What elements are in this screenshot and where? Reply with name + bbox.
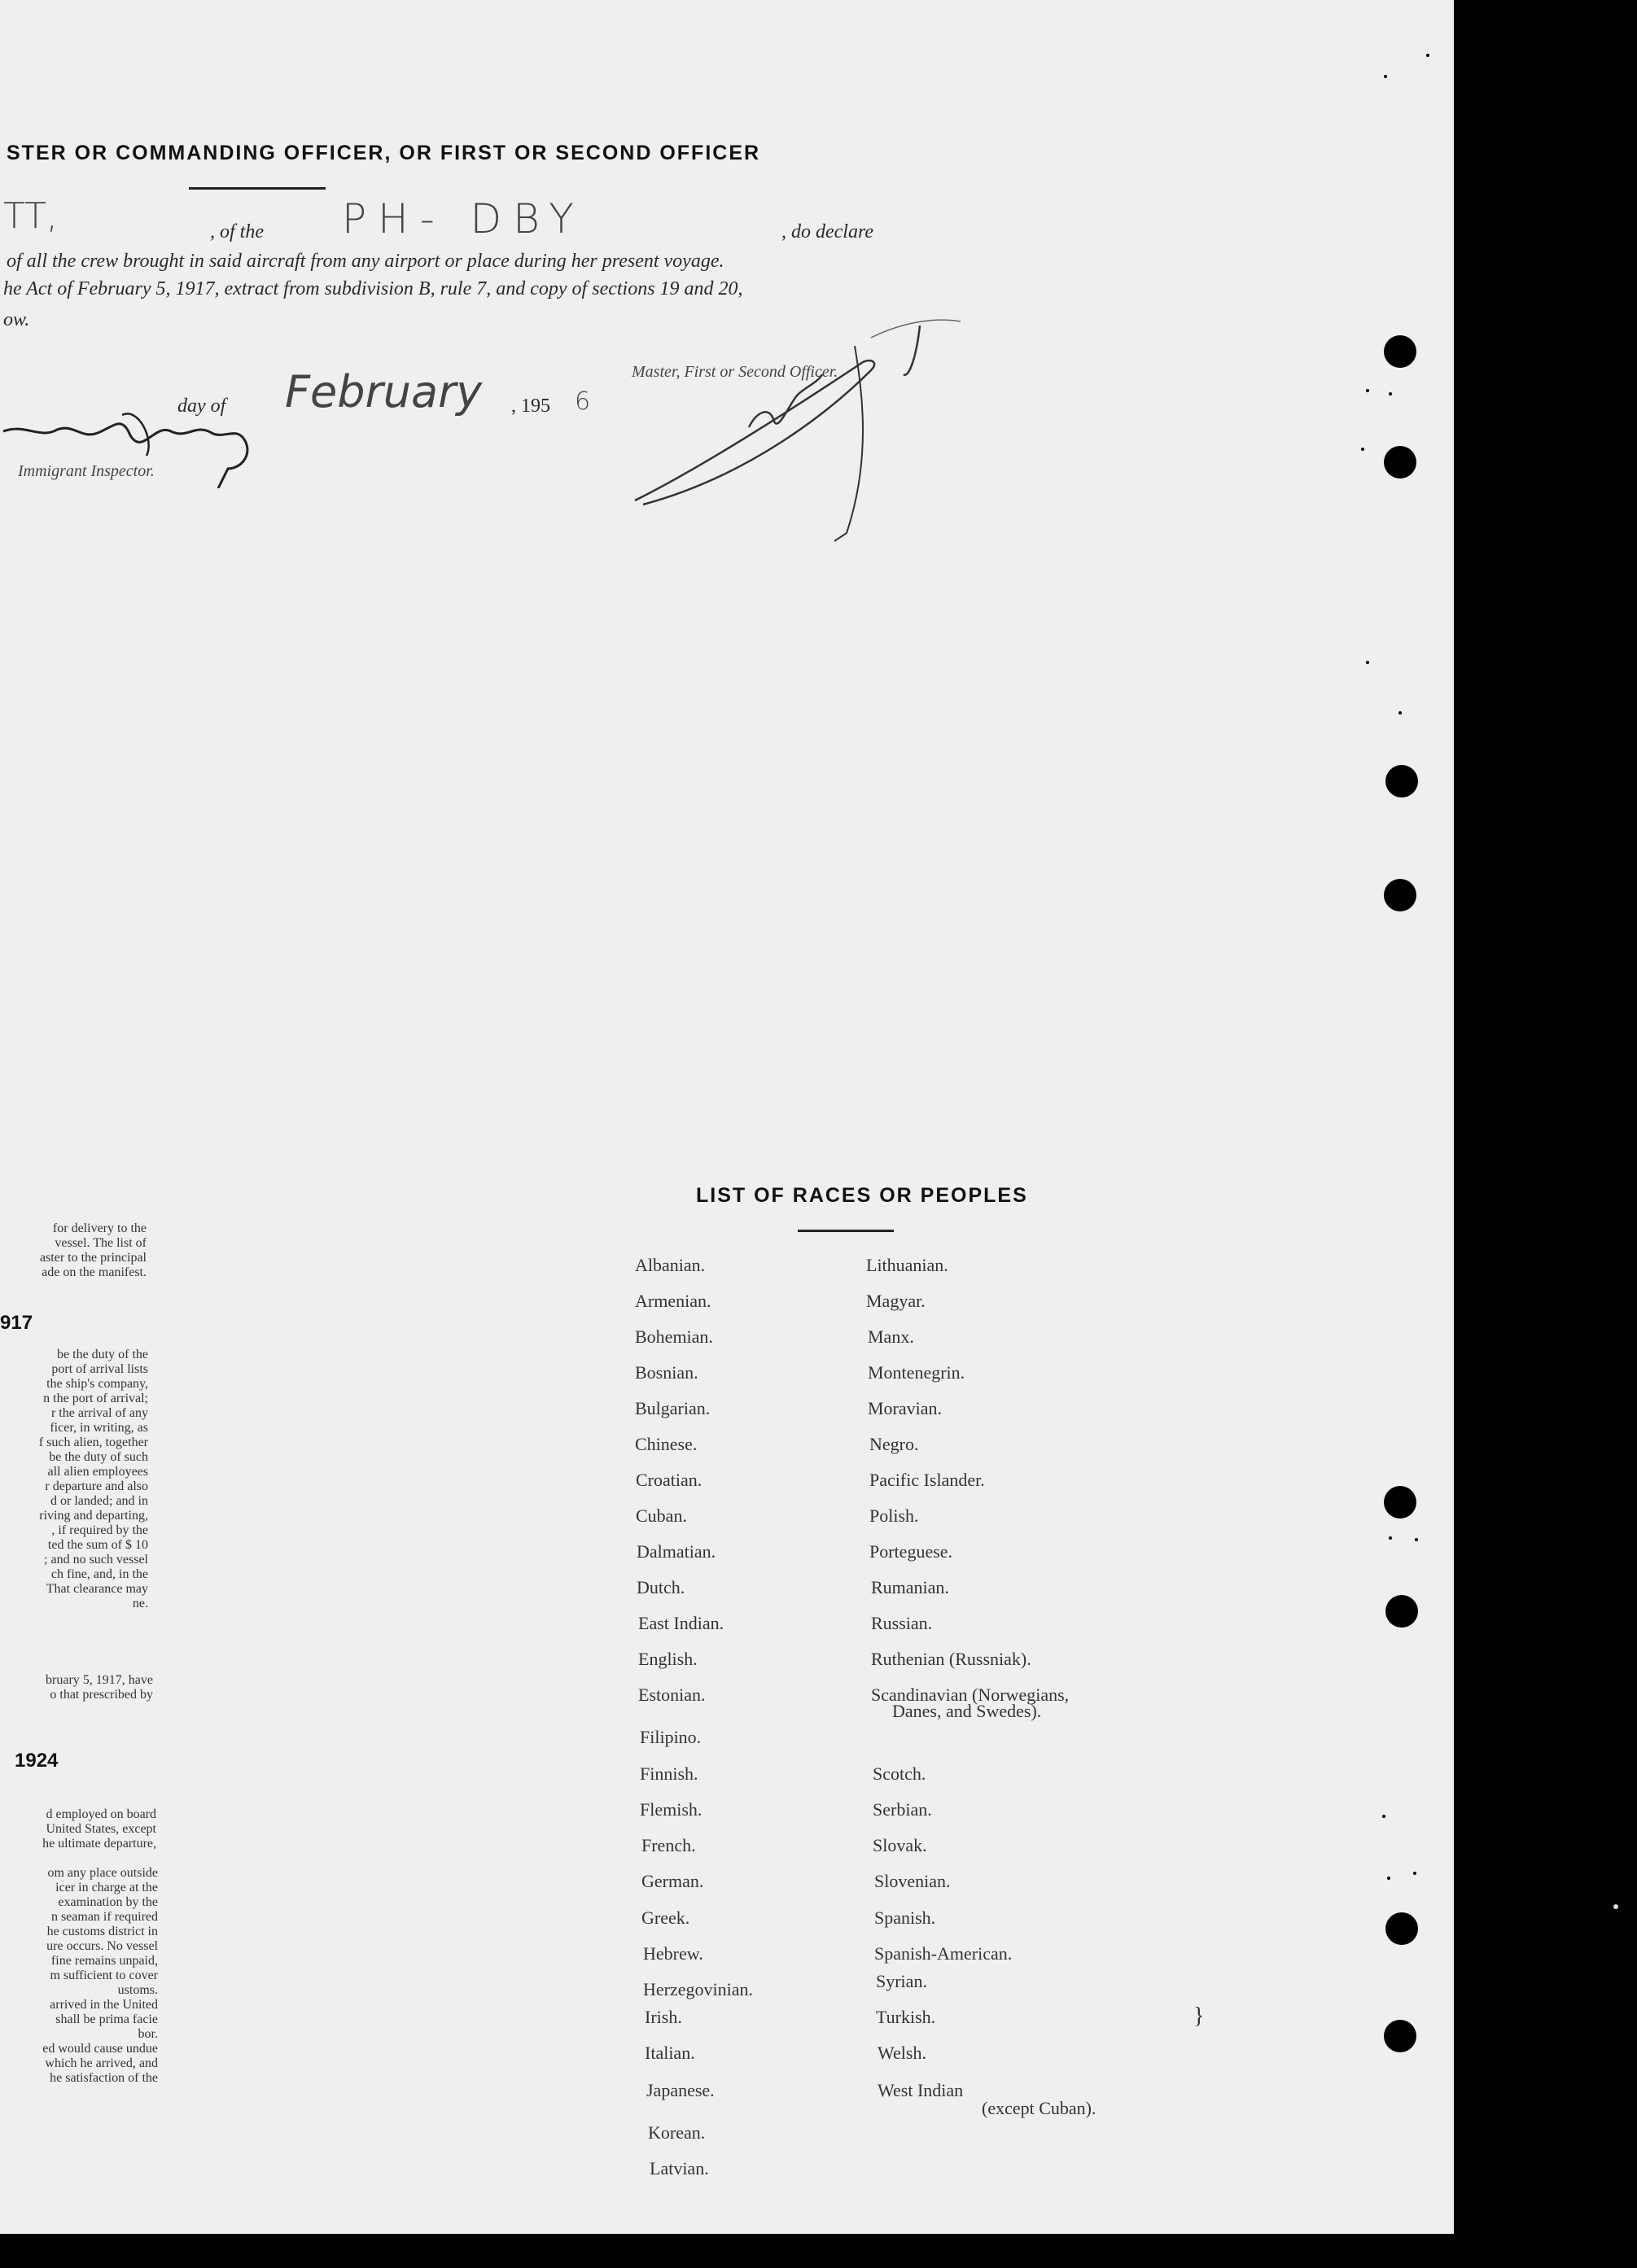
fragment-line: ted the sum of $ 10 bbox=[47, 1538, 148, 1552]
race-item: Moravian. bbox=[868, 1398, 943, 1418]
race-item: East Indian. bbox=[638, 1613, 724, 1633]
fragment-line: icer in charge at the bbox=[55, 1881, 158, 1894]
race-item: Magyar. bbox=[866, 1291, 926, 1311]
scan-speck bbox=[1387, 1877, 1390, 1880]
fragment-line: ne. bbox=[132, 1597, 148, 1610]
day-of-text: day of bbox=[177, 395, 226, 417]
race-item: Slovak. bbox=[873, 1835, 927, 1855]
race-item: German. bbox=[641, 1871, 704, 1891]
fragment-line: ch fine, and, in the bbox=[50, 1567, 148, 1581]
fragment-line: n seaman if required bbox=[50, 1910, 158, 1924]
race-item: Latvian. bbox=[650, 2158, 709, 2178]
race-item: Filipino. bbox=[640, 1727, 702, 1747]
race-item: Cuban. bbox=[636, 1505, 687, 1526]
fragment-line: f such alien, together bbox=[38, 1436, 148, 1449]
inspector-label: Immigrant Inspector. bbox=[18, 462, 155, 480]
scan-speck bbox=[1389, 392, 1392, 395]
fragment-line: d employed on board bbox=[46, 1807, 156, 1821]
statute-fragment-1 bbox=[0, 1221, 147, 1280]
act-1917-heading: 917 bbox=[0, 1312, 33, 1334]
punch-hole bbox=[1384, 335, 1416, 368]
race-item: Montenegrin. bbox=[868, 1362, 965, 1383]
race-item: Negro. bbox=[869, 1434, 919, 1454]
punch-hole bbox=[1384, 2020, 1416, 2052]
scan-speck bbox=[1366, 389, 1369, 392]
punch-hole bbox=[1385, 765, 1418, 798]
fragment-line: ade on the manifest. bbox=[42, 1265, 147, 1279]
fragment-line: he satisfaction of the bbox=[50, 2071, 158, 2085]
race-item: Scandinavian (Norwegians, bbox=[871, 1685, 1070, 1705]
fragment-line: bruary 5, 1917, have bbox=[46, 1673, 153, 1687]
scan-speck bbox=[1366, 661, 1369, 664]
race-item: Armenian. bbox=[635, 1291, 711, 1311]
fragment-line: m sufficient to cover bbox=[50, 1969, 158, 1982]
race-item: Bosnian. bbox=[635, 1362, 698, 1383]
declaration-line-3: ow. bbox=[3, 309, 30, 330]
fragment-line: port of arrival lists bbox=[51, 1362, 148, 1376]
act-1924-heading: 1924 bbox=[15, 1750, 59, 1772]
fragment-line: examination by the bbox=[58, 1895, 158, 1909]
race-item: Estonian. bbox=[638, 1685, 706, 1705]
fragment-line: shall be prima facie bbox=[55, 2012, 158, 2026]
races-title: LIST OF RACES OR PEOPLES bbox=[696, 1184, 1028, 1207]
month-handwritten: February bbox=[285, 366, 483, 417]
race-item: Manx. bbox=[868, 1326, 914, 1347]
race-item: Bohemian. bbox=[635, 1326, 713, 1347]
race-item: Syrian. bbox=[876, 1971, 927, 1991]
race-item: Serbian. bbox=[873, 1799, 932, 1820]
year-prefix: , 195 bbox=[511, 395, 550, 417]
race-item: Lithuanian. bbox=[866, 1255, 948, 1275]
race-item: Bulgarian. bbox=[635, 1398, 711, 1418]
title-underline bbox=[189, 187, 326, 190]
fragment-line: for delivery to the bbox=[52, 1221, 147, 1235]
race-item: Chinese. bbox=[635, 1434, 698, 1454]
scan-speck bbox=[1398, 711, 1402, 714]
fragment-line: be the duty of such bbox=[49, 1450, 148, 1464]
statute-fragment-4 bbox=[0, 1807, 156, 1851]
fragment-line: he ultimate departure, bbox=[42, 1837, 156, 1851]
officer-label: Master, First or Second Officer. bbox=[632, 363, 838, 381]
race-item: Spanish. bbox=[874, 1907, 936, 1928]
fragment-line: ; and no such vessel bbox=[44, 1553, 148, 1567]
fragment-line: fine remains unpaid, bbox=[50, 1954, 158, 1968]
declaration-line-2: he Act of February 5, 1917, extract from subdivision B, rule 7, and copy of sections 19 and 20, bbox=[3, 278, 743, 299]
punch-hole bbox=[1384, 879, 1416, 911]
scan-speck bbox=[1415, 1538, 1418, 1541]
race-item: Albanian. bbox=[635, 1255, 706, 1275]
fragment-line: vessel. The list of bbox=[55, 1236, 147, 1250]
race-item: Porteguese. bbox=[869, 1541, 953, 1562]
race-item: French. bbox=[641, 1835, 696, 1855]
fragment-line: o that prescribed by bbox=[50, 1688, 153, 1702]
fragment-line: , if required by the bbox=[51, 1523, 148, 1537]
statute-fragment-5 bbox=[0, 1866, 158, 2086]
fragment-line: r departure and also bbox=[45, 1479, 148, 1493]
race-item: Finnish. bbox=[640, 1763, 698, 1784]
statute-fragment-2 bbox=[0, 1348, 148, 1611]
race-item: Pacific Islander. bbox=[869, 1470, 985, 1490]
race-item: Russian. bbox=[871, 1613, 933, 1633]
scan-speck bbox=[1384, 75, 1387, 78]
fragment-line: bor. bbox=[138, 2027, 158, 2041]
race-item: Spanish-American. bbox=[874, 1943, 1013, 1964]
race-item: English. bbox=[638, 1649, 698, 1669]
aircraft-registration-handwritten: PH- DBY bbox=[342, 195, 585, 243]
fragment-line: n the port of arrival; bbox=[43, 1392, 148, 1405]
fragment-line: aster to the principal bbox=[39, 1251, 147, 1265]
inspector-signature bbox=[0, 391, 269, 488]
race-item: Turkish. bbox=[876, 2007, 936, 2027]
of-the-text: , of the bbox=[210, 221, 264, 243]
race-item: Danes, and Swedes). bbox=[892, 1701, 1042, 1721]
race-item: Croatian. bbox=[636, 1470, 703, 1490]
fragment-line: ure occurs. No vessel bbox=[46, 1939, 158, 1953]
scan-speck bbox=[1361, 448, 1364, 451]
race-item: Scotch. bbox=[873, 1763, 926, 1784]
crew-name-handwritten: TT, bbox=[3, 195, 58, 237]
fragment-line: arrived in the United bbox=[50, 1998, 158, 2012]
declaration-line-1: of all the crew brought in said aircraft from any airport or place during her present voyage. bbox=[7, 251, 724, 272]
fragment-line: which he arrived, and bbox=[45, 2056, 158, 2070]
punch-hole bbox=[1385, 1595, 1418, 1628]
races-title-underline bbox=[798, 1230, 894, 1232]
fragment-line: he customs district in bbox=[46, 1925, 158, 1938]
officer-signature bbox=[627, 313, 969, 549]
scan-speck bbox=[1426, 54, 1429, 57]
race-item: Welsh. bbox=[878, 2043, 926, 2063]
scan-speck bbox=[1613, 1904, 1618, 1909]
race-item: Irish. bbox=[645, 2007, 682, 2027]
form-title: STER OR COMMANDING OFFICER, OR FIRST OR SECOND OFFICER bbox=[7, 142, 761, 164]
fragment-line: be the duty of the bbox=[57, 1348, 148, 1361]
fragment-line: d or landed; and in bbox=[50, 1494, 148, 1508]
punch-hole bbox=[1385, 1912, 1418, 1945]
fragment-line: ustoms. bbox=[117, 1983, 158, 1997]
race-item: Korean. bbox=[648, 2122, 706, 2143]
race-item: (except Cuban). bbox=[982, 2098, 1096, 2118]
fragment-line: ed would cause undue bbox=[42, 2042, 158, 2056]
margin-mark: } bbox=[1193, 2004, 1205, 2029]
race-item: Dalmatian. bbox=[637, 1541, 716, 1562]
race-item: Hebrew. bbox=[643, 1943, 703, 1964]
race-item: Japanese. bbox=[646, 2080, 715, 2100]
race-item: Greek. bbox=[641, 1907, 690, 1928]
race-item: Flemish. bbox=[640, 1799, 703, 1820]
statute-fragment-3 bbox=[0, 1673, 153, 1702]
race-item: Italian. bbox=[645, 2043, 695, 2063]
race-item: West Indian bbox=[878, 2080, 964, 2100]
fragment-line: riving and departing, bbox=[39, 1509, 148, 1523]
scan-speck bbox=[1413, 1872, 1416, 1875]
do-declare-text: , do declare bbox=[781, 221, 874, 243]
race-item: Dutch. bbox=[637, 1577, 685, 1597]
fragment-line: all alien employees bbox=[47, 1465, 148, 1479]
year-handwritten: 6 bbox=[575, 387, 591, 416]
race-item: Polish. bbox=[869, 1505, 919, 1526]
punch-hole bbox=[1384, 1486, 1416, 1519]
fragment-line: the ship's company, bbox=[46, 1377, 148, 1391]
scan-speck bbox=[1389, 1536, 1392, 1540]
fragment-line: om any place outside bbox=[47, 1866, 158, 1880]
race-item: Ruthenian (Russniak). bbox=[871, 1649, 1031, 1669]
race-item: Rumanian. bbox=[871, 1577, 949, 1597]
race-item: Slovenian. bbox=[874, 1871, 951, 1891]
fragment-line: ficer, in writing, as bbox=[50, 1421, 148, 1435]
fragment-line: United States, except bbox=[46, 1822, 156, 1836]
fragment-line: r the arrival of any bbox=[50, 1406, 148, 1420]
punch-hole bbox=[1384, 446, 1416, 479]
scan-speck bbox=[1382, 1815, 1385, 1818]
fragment-line: That clearance may bbox=[46, 1582, 148, 1596]
race-item: Herzegovinian. bbox=[643, 1979, 753, 1999]
